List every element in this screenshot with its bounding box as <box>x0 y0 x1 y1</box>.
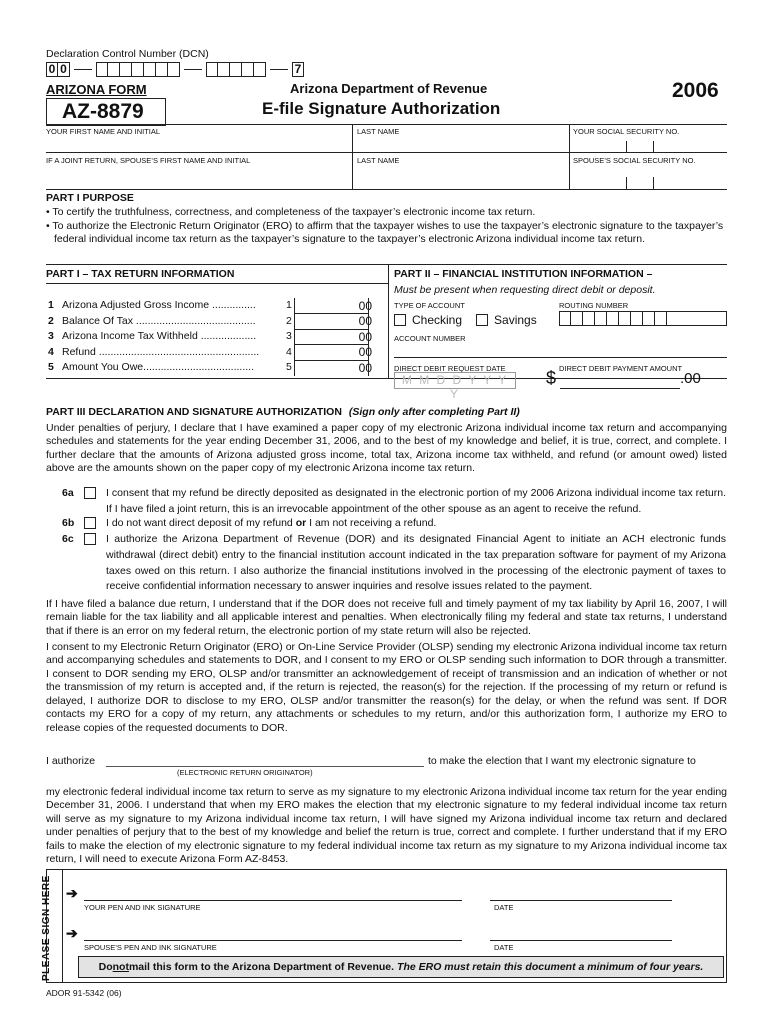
ero-name-input[interactable] <box>106 766 424 767</box>
debit-amount-cents: .00 <box>680 370 701 387</box>
debit-amount-label: DIRECT DEBIT PAYMENT AMOUNT <box>559 364 683 373</box>
dcn-digit: 0 <box>58 62 70 77</box>
checking-checkbox[interactable] <box>394 314 406 326</box>
arrow-icon: ➔ <box>66 885 78 901</box>
dcn-field[interactable] <box>46 62 304 77</box>
ero-label: (ELECTRONIC RETURN ORIGINATOR) <box>177 768 313 777</box>
savings-checkbox[interactable] <box>476 314 488 326</box>
spouse-date-label: DATE <box>494 943 514 952</box>
dollar-sign: $ <box>546 368 557 388</box>
balance-due-text: If I have filed a balance due return, I understand that if the DOR does not receive full and timely payment of my tax liability by April 16, 2007, I will remain liable for the tax liability and all applicable interest and penalties. When electronically filing my federal and state tax returns, I understand that if there is an error on my federal return, the electronic portion of my state return will also be rejected. <box>46 598 727 637</box>
part1-heading: PART I – TAX RETURN INFORMATION <box>46 268 235 280</box>
spouse-last-name-field[interactable]: LAST NAME <box>357 156 400 165</box>
savings-label: Savings <box>494 313 537 327</box>
spouse-first-name-field[interactable]: IF A JOINT RETURN, SPOUSE’S FIRST NAME AND INITIAL <box>46 156 251 165</box>
form-code: ADOR 91-5342 (06) <box>46 988 122 998</box>
dcn-label: Declaration Control Number (DCN) <box>46 48 209 60</box>
option-6c-label: 6c <box>62 533 74 545</box>
spouse-signature-label: SPOUSE’S PEN AND INK SIGNATURE <box>84 943 217 952</box>
option-6b-checkbox[interactable] <box>84 517 96 529</box>
dcn-digit: 7 <box>292 62 304 77</box>
type-of-account-label: TYPE OF ACCOUNT <box>394 301 465 310</box>
spouse-date-input[interactable] <box>490 940 672 941</box>
form-number: AZ-8879 <box>62 100 144 123</box>
i-authorize-label: I authorize <box>46 755 96 767</box>
account-number-label: ACCOUNT NUMBER <box>394 334 466 343</box>
option-6b-text: I do not want direct deposit of my refund or I am not receiving a refund. <box>106 517 437 529</box>
option-6c-text: I authorize the Arizona Department of Revenue (DOR) and its designated Financial Agent to initiate an ACH electronic funds withdrawal (direct debit) entry to the financial institution account indicated in the tax preparation software for payment of my Arizona taxes owed on this return. I also authorize the financial institutions involved in the processing of the electronic payment of taxes to receive confidential information necessary to answer inquiries and resolve issues related to the payment. <box>106 533 726 593</box>
option-6a-label: 6a <box>62 487 74 499</box>
part1-line[interactable]: 1 Arizona Adjusted Gross Income ............... 1 00 <box>48 298 372 313</box>
debit-amount-input[interactable] <box>560 372 680 389</box>
tax-year: 2006 <box>672 79 719 102</box>
debit-date-input[interactable]: M M D D Y Y Y Y <box>394 372 516 389</box>
checking-label: Checking <box>412 313 463 327</box>
part2-heading: PART II – FINANCIAL INSTITUTION INFORMATION – <box>394 268 653 280</box>
declaration-text: Under penalties of perjury, I declare that I have examined a paper copy of my electronic Arizona individual income tax return and accompanying schedules and statements for the year ending December 31, 2006, and to the best of my knowledge and belief, it is true, correct, and complete. I further declare that the amounts of Arizona adjusted gross income, total tax, Arizona income tax withheld, and refund (or amount owed) listed above are the amounts shown on the paper copy of my electronic Arizona income tax return. <box>46 422 727 475</box>
last-name-field[interactable]: LAST NAME <box>357 127 400 136</box>
date-input[interactable] <box>490 900 672 901</box>
debit-date-label: DIRECT DEBIT REQUEST DATE <box>394 364 506 373</box>
part1-line[interactable]: 5 Amount You Owe...................................... 5 00 <box>48 360 372 375</box>
part1-line[interactable]: 3 Arizona Income Tax Withheld ................... 3 00 <box>48 329 372 344</box>
first-name-field[interactable]: YOUR FIRST NAME AND INITIAL <box>46 127 161 136</box>
date-label: DATE <box>494 903 514 912</box>
purpose-bullet: • To authorize the Electronic Return Originator (ERO) to affirm that the taxpayer wishes to use the taxpayer’s electronic signature to the taxpayer’s federal individual income tax return as the taxpayer’s signature to the taxpayer’s electronic Arizona individual income tax return. <box>46 220 724 246</box>
form-label: ARIZONA FORM <box>46 82 147 97</box>
option-6b-label: 6b <box>62 517 75 529</box>
spouse-signature-input[interactable] <box>84 940 462 941</box>
retention-notice: Do not mail this form to the Arizona Department of Revenue. The ERO must retain this document a minimum of four years. <box>78 956 724 978</box>
spouse-ssn-field[interactable]: SPOUSE’S SOCIAL SECURITY NO. <box>573 156 696 165</box>
part1-line[interactable]: 2 Balance Of Tax ......................................... 2 00 <box>48 314 372 329</box>
final-declaration-text: my electronic federal individual income tax return to serve as my signature to my electronic Arizona individual income tax return for the year ending December 31, 2006. I understand that when my ERO makes the election that my electronic signature to my federal individual income tax return will serve as my signature to my Arizona individual income tax return, I will have signed my Arizona individual income tax return and declared under penalties of perjury that to the best of my knowledge and belief the return is true, correct and complete. I further understand that if my ERO fails to make the election of my electronic signature to my federal individual income tax return as my signature to my Arizona individual income tax return, I will need to execute Arizona Form AZ-8453. <box>46 786 727 866</box>
your-signature-label: YOUR PEN AND INK SIGNATURE <box>84 903 201 912</box>
purpose-heading: PART I PURPOSE <box>46 192 134 204</box>
form-title: E-file Signature Authorization <box>262 99 501 118</box>
department-name: Arizona Department of Revenue <box>290 81 488 96</box>
option-6a-text: I consent that my refund be directly deposited as designated in the electronic portion of my 2006 Arizona individual income tax return. If I have filed a joint return, this is an irrevocable appointment of the other spouse as an agent to receive the refund. <box>106 487 726 515</box>
routing-number-input[interactable] <box>559 311 727 326</box>
option-6c-checkbox[interactable] <box>84 533 96 545</box>
part2-subheading: Must be present when requesting direct debit or deposit. <box>394 284 656 296</box>
option-6a-checkbox[interactable] <box>84 487 96 499</box>
account-number-input[interactable] <box>394 342 727 358</box>
part3-heading: PART III DECLARATION AND SIGNATURE AUTHORIZATION (Sign only after completing Part II) <box>46 406 520 418</box>
routing-number-label: ROUTING NUMBER <box>559 301 629 310</box>
election-text: to make the election that I want my electronic signature to <box>428 755 696 767</box>
consent-text: I consent to my Electronic Return Originator (ERO) or On-Line Service Provider (OLSP) sending my electronic Arizona individual income tax return and accompanying schedules and statements to DOR, and I consent to my ERO or OLSP sending such information to DOR through a transmitter. I consent to DOR sending my ERO, OLSP and/or transmitter an acknowledgement of receipt of transmission and an indication of whether or not the transmission of my return is accepted and, if the return is rejected, the reason(s) for the rejection. If the processing of my return or refund is delayed, I authorize DOR to disclose to my ERO, OLSP and/or transmitter the reason(s) for the delay, or when the refund was sent. If DOR contacts my ERO for a copy of my return, any attachments or schedules to my return, and/or this authorization form, I authorize my ERO to release copies of the requested documents to DOR. <box>46 641 727 734</box>
ssn-field[interactable]: YOUR SOCIAL SECURITY NO. <box>573 127 680 136</box>
dcn-digit: 0 <box>46 62 58 77</box>
part1-lines <box>48 298 388 376</box>
your-signature-input[interactable] <box>84 900 462 901</box>
part1-line[interactable]: 4 Refund ....................................................... 4 00 <box>48 345 372 360</box>
arrow-icon: ➔ <box>66 925 78 941</box>
please-sign-here: PLEASE SIGN HERE <box>41 875 52 981</box>
purpose-bullet: • To certify the truthfulness, correctness, and completeness of the taxpayer’s electronic income tax return. <box>46 206 536 218</box>
